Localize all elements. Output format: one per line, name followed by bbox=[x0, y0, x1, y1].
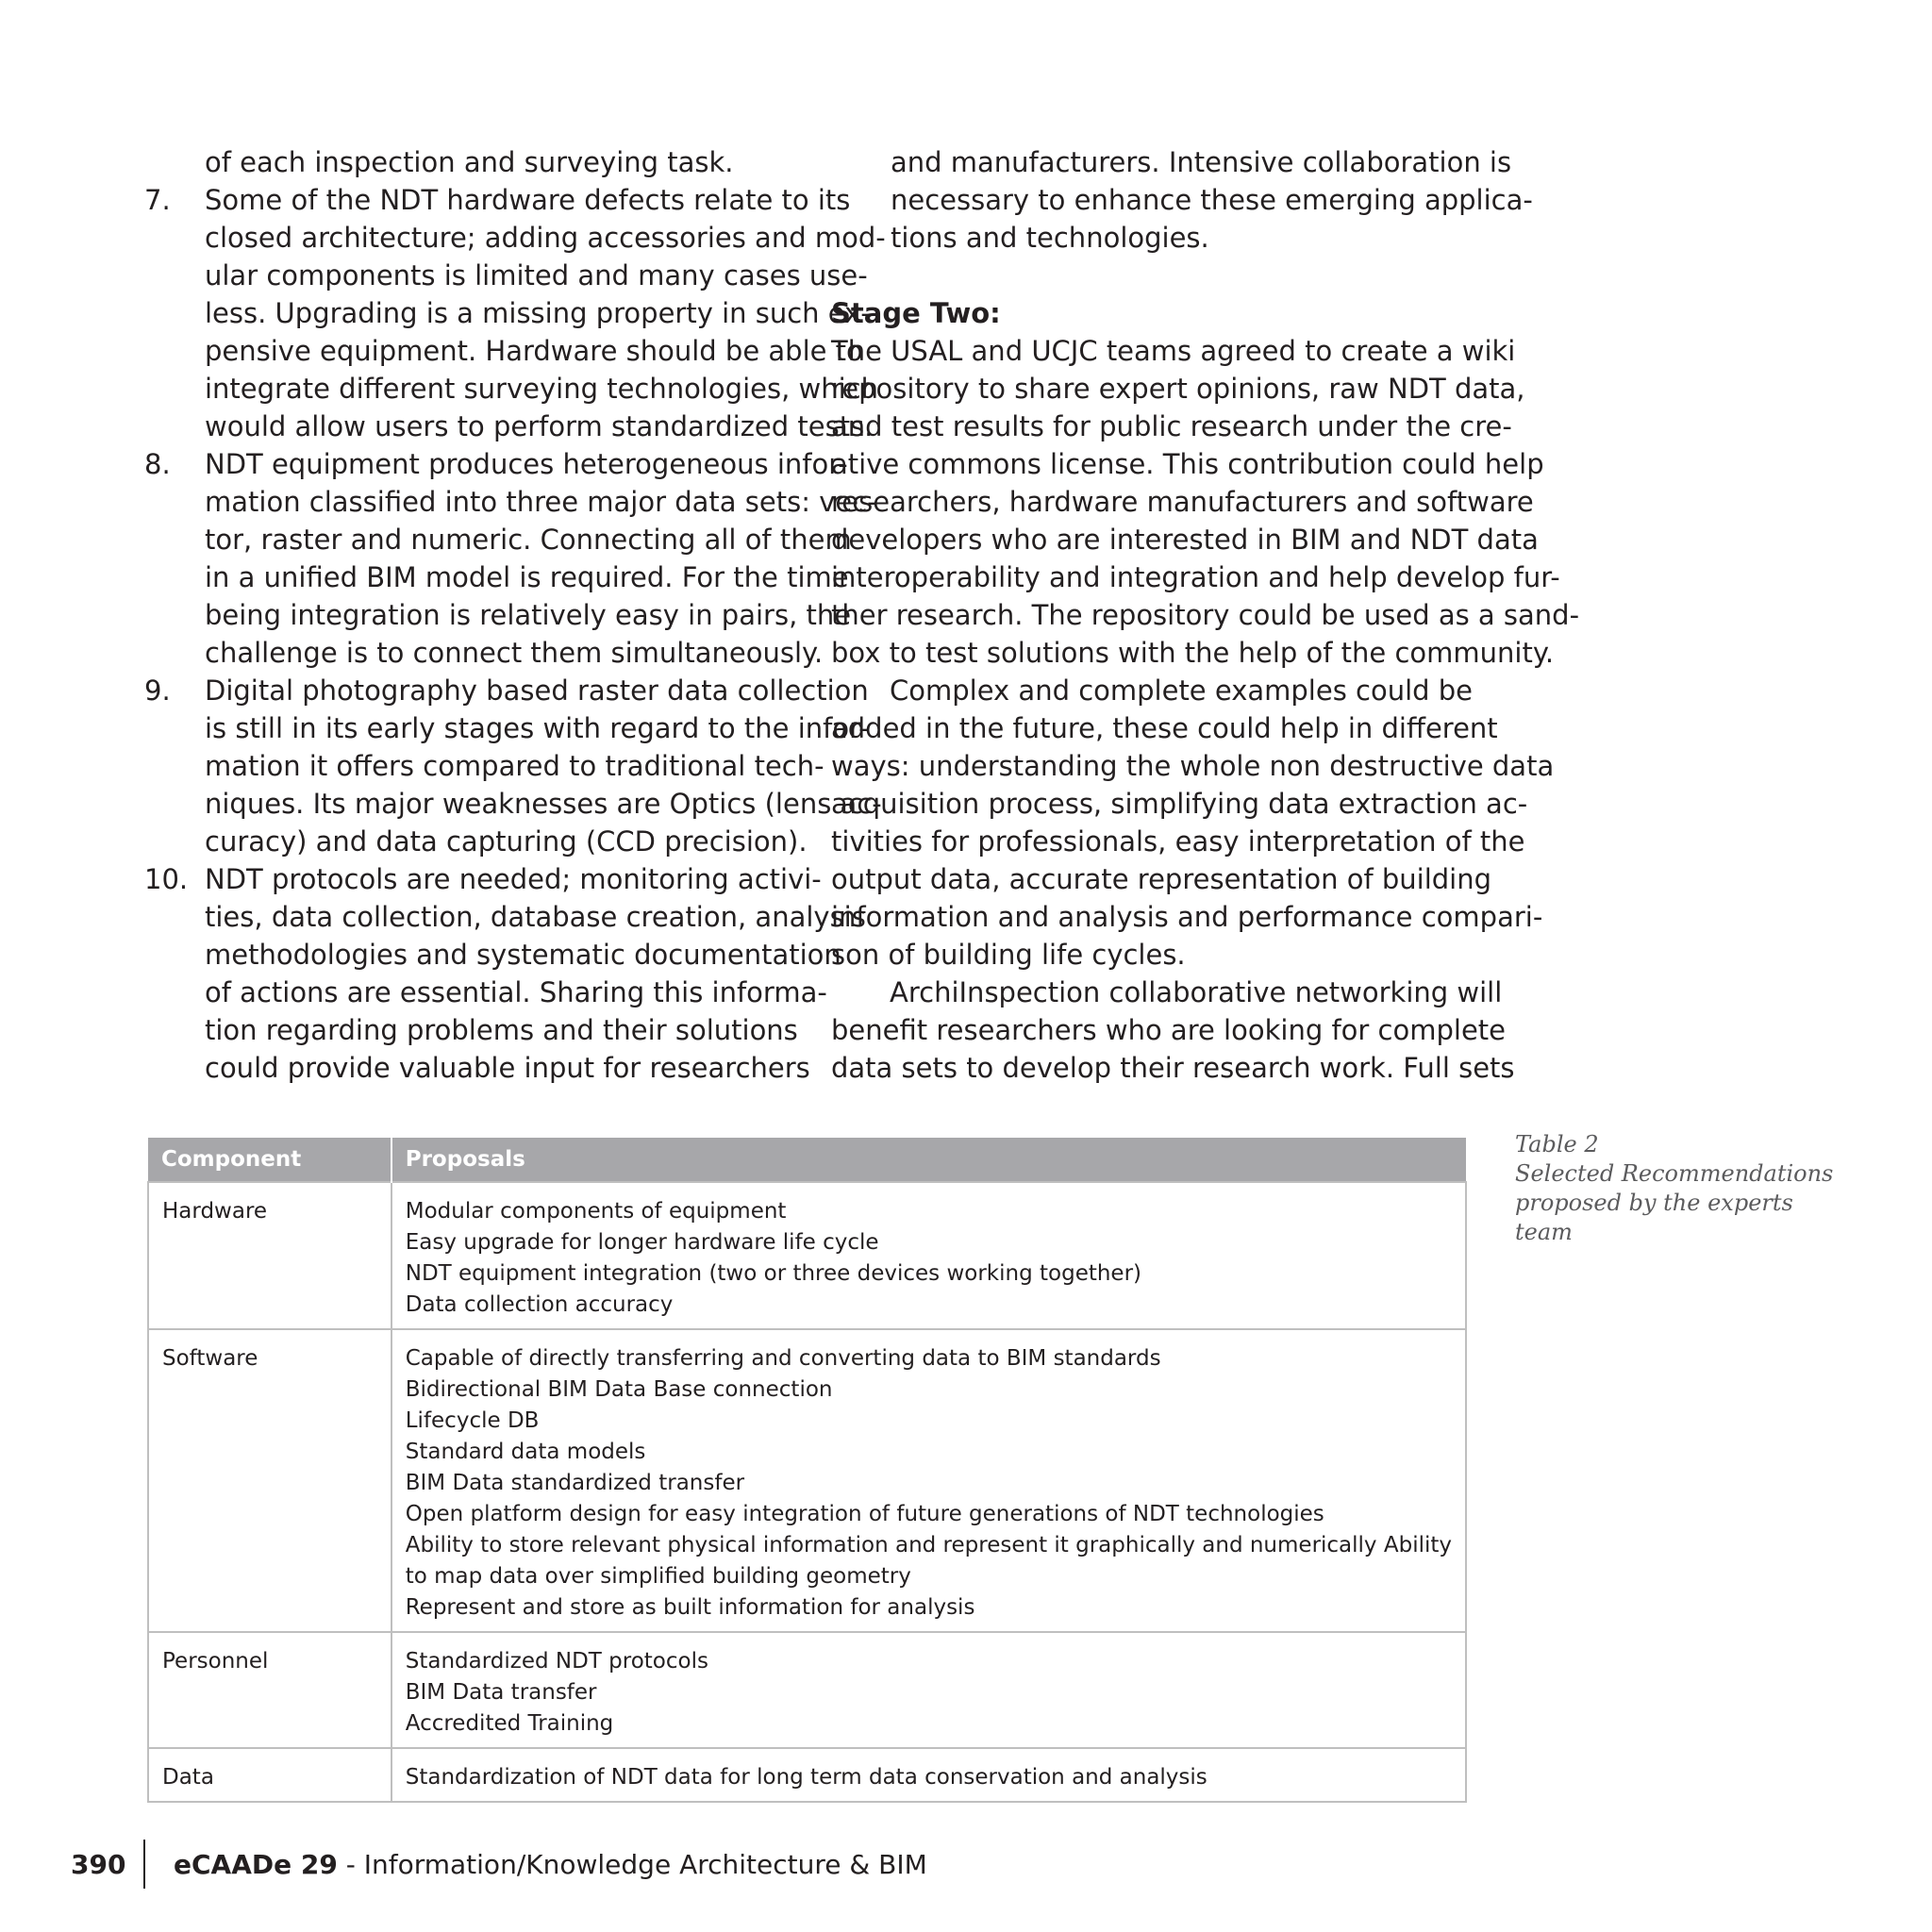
text-line: ways: understanding the whole non destructive data bbox=[831, 750, 1555, 782]
text-line: necessary to enhance these emerging applica- bbox=[891, 184, 1533, 216]
text-line: developers who are interested in BIM and NDT data bbox=[831, 524, 1539, 556]
text-line: tivities for professionals, easy interpretation of the bbox=[831, 825, 1525, 858]
text-line: of actions are essential. Sharing this informa- bbox=[205, 976, 827, 1008]
proposal-item: BIM Data transfer bbox=[405, 1680, 597, 1705]
text-line: methodologies and systematic documentation bbox=[205, 939, 841, 971]
text-line: Digital photography based raster data collection bbox=[205, 675, 869, 707]
table-row bbox=[148, 1748, 1466, 1802]
proposal-item: Easy upgrade for longer hardware life cycle bbox=[405, 1230, 879, 1255]
text-line: box to test solutions with the help of the community. bbox=[831, 637, 1555, 669]
text-line: benefit researchers who are looking for complete bbox=[831, 1014, 1507, 1046]
list-item bbox=[144, 672, 882, 860]
text-line: curacy) and data capturing (CCD precision). bbox=[205, 825, 808, 858]
text-line: ties, data collection, database creation, analysis bbox=[205, 901, 866, 933]
table-row bbox=[148, 1632, 1466, 1748]
proposal-item: Data collection accuracy bbox=[405, 1292, 674, 1317]
paragraph bbox=[831, 332, 1580, 672]
text-line: mation classified into three major data sets: vec- bbox=[205, 486, 877, 518]
proposal-item: Accredited Training bbox=[405, 1711, 614, 1736]
text-line: output data, accurate representation of building bbox=[831, 863, 1492, 895]
text-line: challenge is to connect them simultaneously. bbox=[205, 637, 824, 669]
proposal-item: Ability to store relevant physical information and represent it graphically and numerically Ability bbox=[405, 1533, 1452, 1557]
list-number: 8. bbox=[144, 448, 171, 480]
text-line: mation it offers compared to traditional tech- bbox=[205, 750, 824, 782]
caption-line: Selected Recommendations bbox=[1515, 1160, 1834, 1187]
text-line: ther research. The repository could be used as a sand- bbox=[831, 599, 1580, 631]
paragraph bbox=[831, 672, 1555, 974]
table-row bbox=[148, 1182, 1466, 1329]
text-line: could provide valuable input for researchers bbox=[205, 1052, 810, 1084]
text-line: and manufacturers. Intensive collaboration is bbox=[891, 146, 1512, 178]
page-number: 390 bbox=[71, 1849, 126, 1880]
text-line: tions and technologies. bbox=[891, 222, 1209, 254]
text-line: would allow users to perform standardized tests. bbox=[205, 410, 874, 442]
proposals-cell bbox=[391, 1748, 1466, 1802]
text-line: researchers, hardware manufacturers and software bbox=[831, 486, 1534, 518]
text-line: NDT protocols are needed; monitoring activi- bbox=[205, 863, 822, 895]
text-line: interoperability and integration and help develop fur- bbox=[831, 561, 1560, 593]
proposal-item: Capable of directly transferring and converting data to BIM standards bbox=[405, 1346, 1161, 1371]
text-line: tion regarding problems and their solutions bbox=[205, 1014, 798, 1046]
proposal-item: Standard data models bbox=[405, 1440, 646, 1464]
list-number: 7. bbox=[144, 184, 171, 216]
text-line: acquisition process, simplifying data extraction ac- bbox=[831, 788, 1528, 820]
column-header-proposals: Proposals bbox=[391, 1138, 1466, 1182]
running-title bbox=[174, 1846, 927, 1884]
text-line: integrate different surveying technologies, which bbox=[205, 373, 878, 405]
text-line: added in the future, these could help in different bbox=[831, 712, 1498, 744]
component-cell: Software bbox=[148, 1329, 391, 1632]
text-line: information and analysis and performance compari- bbox=[831, 901, 1543, 933]
continuation-text bbox=[831, 143, 1533, 257]
text-line: NDT equipment produces heterogeneous infor- bbox=[205, 448, 848, 480]
proposal-item: Bidirectional BIM Data Base connection bbox=[405, 1377, 833, 1402]
recommendations-table bbox=[147, 1138, 1467, 1803]
caption-line: proposed by the experts team bbox=[1515, 1190, 1793, 1245]
text-line: Some of the NDT hardware defects relate to its bbox=[205, 184, 851, 216]
text-line: niques. Its major weaknesses are Optics (lens ac- bbox=[205, 788, 882, 820]
component-cell: Hardware bbox=[148, 1182, 391, 1329]
text-line: son of building life cycles. bbox=[831, 939, 1186, 971]
proposal-item: BIM Data standardized transfer bbox=[405, 1471, 745, 1495]
list-number: 9. bbox=[144, 675, 171, 707]
column-header-component: Component bbox=[148, 1138, 391, 1182]
text-line: ular components is limited and many cases use- bbox=[205, 259, 868, 291]
proposal-item: Standardization of NDT data for long term data conservation and analysis bbox=[405, 1765, 1208, 1790]
table-header-row bbox=[148, 1138, 1466, 1182]
text-line: ArchiInspection collaborative networking will bbox=[890, 976, 1503, 1008]
proposal-item: Modular components of equipment bbox=[405, 1199, 787, 1224]
proposal-item: Standardized NDT protocols bbox=[405, 1649, 708, 1674]
text-line: and test results for public research under the cre- bbox=[831, 410, 1512, 442]
proposals-cell bbox=[391, 1182, 1466, 1329]
list-number: 10. bbox=[144, 863, 189, 895]
text-line: less. Upgrading is a missing property in such ex- bbox=[205, 297, 871, 329]
text-line: pensive equipment. Hardware should be able to bbox=[205, 335, 863, 367]
section-name: - Information/Knowledge Architecture & BIM bbox=[337, 1849, 927, 1880]
proposal-item: Lifecycle DB bbox=[405, 1408, 540, 1433]
component-cell: Personnel bbox=[148, 1632, 391, 1748]
proposals-cell bbox=[391, 1329, 1466, 1632]
text-line: data sets to develop their research work. Full sets bbox=[831, 1052, 1515, 1084]
list-item bbox=[144, 181, 886, 445]
proposal-item: Represent and store as built information for analysis bbox=[405, 1595, 975, 1620]
conference-name: eCAADe 29 bbox=[174, 1849, 338, 1880]
section-heading: Stage Two: bbox=[831, 297, 1001, 329]
component-cell: Data bbox=[148, 1748, 391, 1802]
text-line: tor, raster and numeric. Connecting all of them bbox=[205, 524, 852, 556]
text-line: The USAL and UCJC teams agreed to create a wiki bbox=[831, 335, 1516, 367]
list-item bbox=[144, 445, 877, 672]
proposals-cell bbox=[391, 1632, 1466, 1748]
text-line: in a unified BIM model is required. For the time bbox=[205, 561, 849, 593]
left-column-lines bbox=[144, 181, 886, 1087]
proposal-item: Open platform design for easy integration of future generations of NDT technologies bbox=[405, 1502, 1324, 1526]
text-line: Complex and complete examples could be bbox=[890, 675, 1474, 707]
text-line: is still in its early stages with regard to the infor- bbox=[205, 712, 869, 744]
footer-divider bbox=[143, 1840, 145, 1889]
proposal-item: NDT equipment integration (two or three devices working together) bbox=[405, 1261, 1142, 1286]
text-line: ative commons license. This contribution could help bbox=[831, 448, 1544, 480]
text-line: repository to share expert opinions, raw NDT data, bbox=[831, 373, 1525, 405]
left-column bbox=[146, 143, 785, 181]
proposal-item: to map data over simplified building geometry bbox=[405, 1564, 911, 1589]
table-row bbox=[148, 1329, 1466, 1632]
list-item bbox=[144, 860, 866, 1087]
text-line: being integration is relatively easy in pairs, the bbox=[205, 599, 852, 631]
paragraph bbox=[831, 974, 1515, 1087]
table-caption bbox=[1515, 1130, 1836, 1247]
text-line: closed architecture; adding accessories and mod- bbox=[205, 222, 886, 254]
caption-label: Table 2 bbox=[1515, 1131, 1599, 1158]
intro-line: of each inspection and surveying task. bbox=[205, 146, 734, 178]
right-column bbox=[831, 143, 1580, 1087]
